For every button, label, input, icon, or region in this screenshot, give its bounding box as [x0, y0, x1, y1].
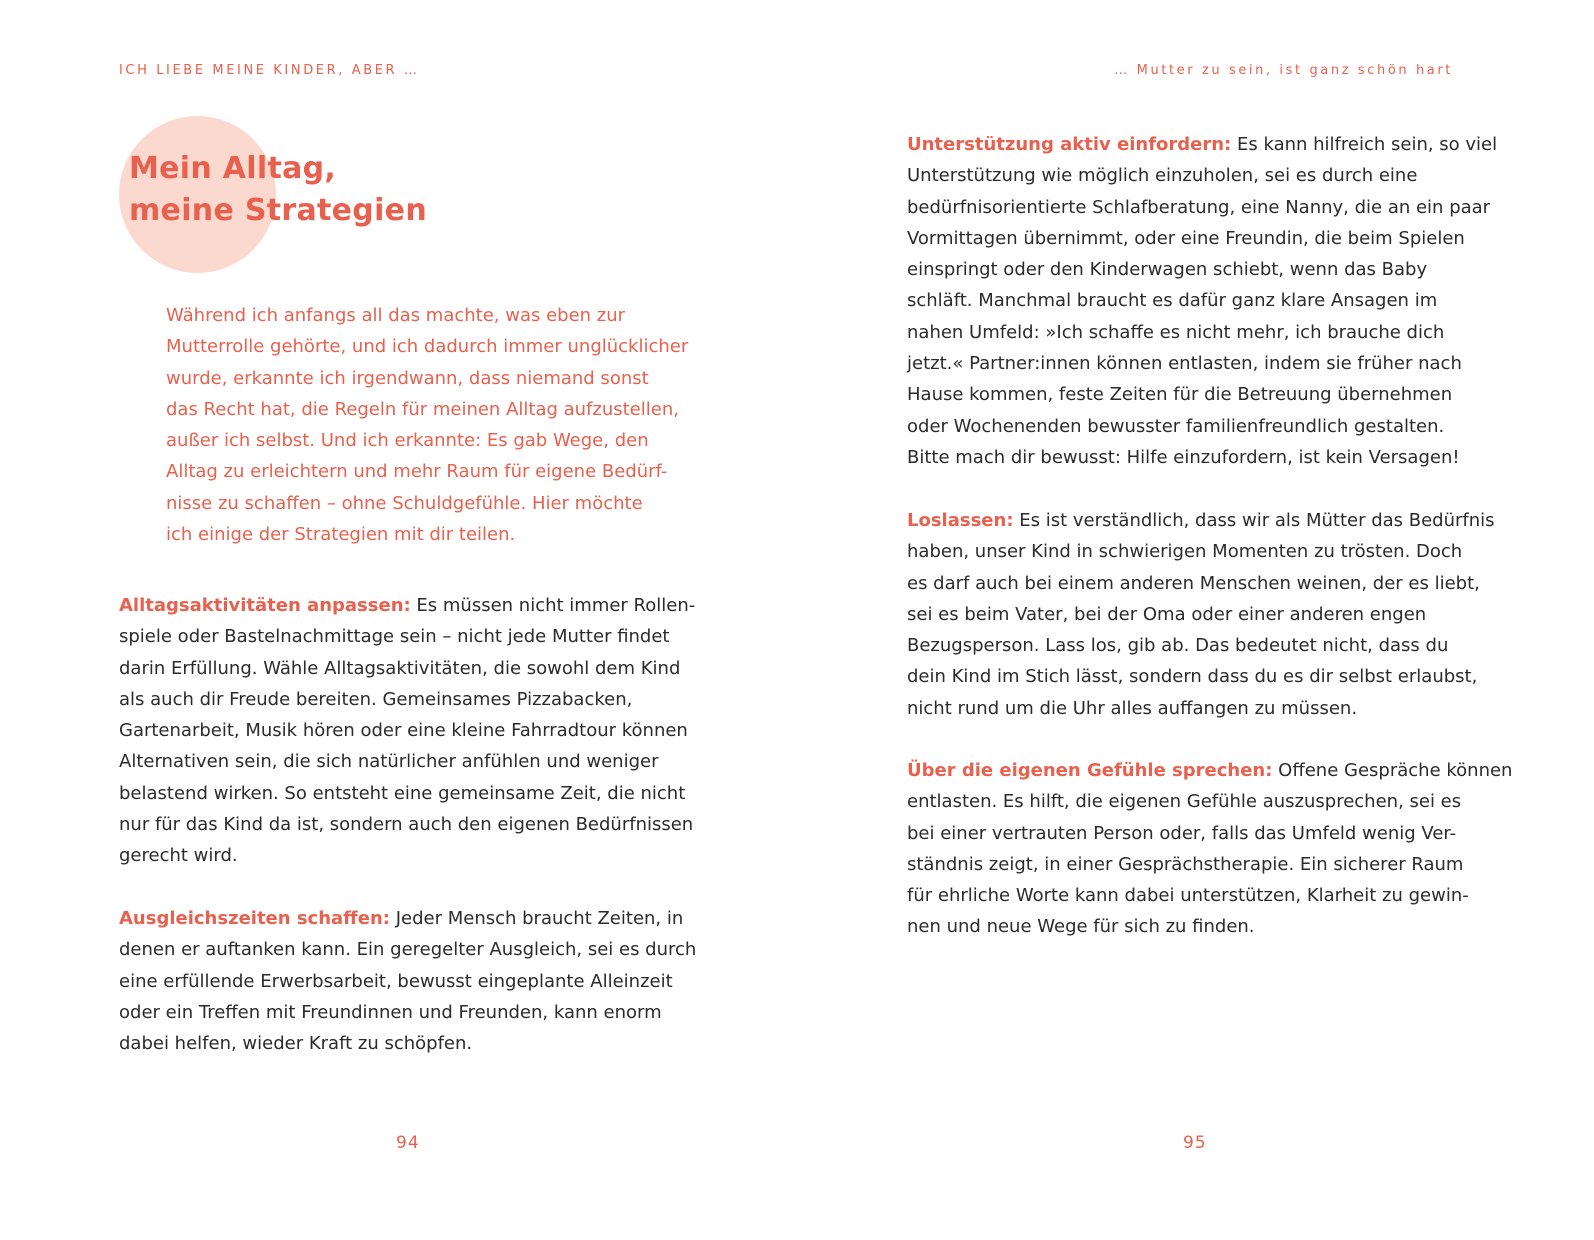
section-lead: Ausgleichszeiten schaffen: — [119, 908, 390, 929]
section-text: Offene Gespräche können — [1272, 760, 1513, 781]
section-line: Alternativen sein, die sich natürlicher anfühlen und weniger — [119, 751, 659, 773]
section-line: für ehrliche Worte kann dabei unterstützen, Klarheit zu gewin- — [907, 885, 1469, 907]
intro-line: wurde, erkannte ich irgendwann, dass niemand sonst — [166, 367, 649, 389]
page-number-right: 95 — [1183, 1133, 1207, 1153]
section-line: als auch dir Freude bereiten. Gemeinsames Pizzabacken, — [119, 688, 633, 710]
section-gefuehle — [907, 755, 1513, 943]
section-first-line — [907, 505, 1497, 536]
intro-line: Während ich anfangs all das machte, was eben zur — [166, 305, 626, 326]
section-line: nahen Umfeld: »Ich schaffe es nicht mehr, ich brauche dich — [907, 321, 1445, 343]
section-line: nen und neue Wege für sich zu finden. — [907, 916, 1255, 938]
section-line: dein Kind im Stich lässt, sondern dass du es dir selbst erlaubst, — [907, 666, 1478, 688]
section-line: gerecht wird. — [119, 845, 238, 867]
section-line: dabei helfen, wieder Kraft zu schöpfen. — [119, 1033, 473, 1055]
intro-line: außer ich selbst. Und ich erkannte: Es gab Wege, den — [166, 430, 649, 452]
section-alltagsaktivitaeten — [119, 590, 699, 872]
section-lead: Alltagsaktivitäten anpassen: — [119, 595, 411, 616]
section-lead: Über die eigenen Gefühle sprechen: — [907, 760, 1273, 781]
section-unterstuetzung — [907, 129, 1497, 473]
section-line: Unterstützung wie möglich einzuholen, sei es durch eine — [907, 165, 1418, 187]
page-number-left: 94 — [396, 1133, 420, 1153]
section-first-line — [907, 755, 1513, 786]
section-line: belastend wirken. So entsteht eine gemeinsame Zeit, die nicht — [119, 782, 686, 804]
section-line: Hause kommen, feste Zeiten für die Betreuung übernehmen — [907, 384, 1453, 406]
intro-line: Mutterrolle gehörte, und ich dadurch immer unglücklicher — [166, 336, 689, 358]
intro-line: das Recht hat, die Regeln für meinen Alltag aufzustellen, — [166, 398, 679, 420]
section-line: bedürfnisorientierte Schlafberatung, eine Nanny, die an ein paar — [907, 196, 1491, 218]
section-line: nur für das Kind da ist, sondern auch den eigenen Bedürfnissen — [119, 814, 694, 836]
section-lead: Unterstützung aktiv einfordern: — [907, 134, 1232, 155]
section-text: Es müssen nicht immer Rollen- — [410, 595, 696, 616]
section-ausgleichszeiten — [119, 903, 699, 1059]
section-line: oder Wochenenden bewusster familienfreundlich gestalten. — [907, 415, 1445, 437]
section-text: Jeder Mensch braucht Zeiten, in — [389, 908, 684, 929]
section-line: Bezugsperson. Lass los, gib ab. Das bedeutet nicht, dass du — [907, 635, 1449, 657]
section-loslassen — [907, 505, 1497, 724]
section-line: denen er auftanken kann. Ein geregelter Ausgleich, sei es durch — [119, 939, 697, 961]
chapter-title-line: Mein Alltag, — [129, 151, 337, 186]
intro-paragraph — [166, 300, 711, 550]
section-line: schläft. Manchmal braucht es dafür ganz klare Ansagen im — [907, 290, 1438, 312]
section-line: Bitte mach dir bewusst: Hilfe einzufordern, ist kein Versagen! — [907, 446, 1460, 468]
section-line: darin Erfüllung. Wähle Alltagsaktivitäten, die sowohl dem Kind — [119, 657, 681, 679]
section-line: ständnis zeigt, in einer Gesprächstherapie. Ein sicherer Raum — [907, 853, 1464, 875]
running-head-right: … Mutter zu sein, ist ganz schön hart — [1114, 63, 1453, 78]
section-line: haben, unser Kind in schwierigen Momenten zu trösten. Doch — [907, 541, 1463, 563]
section-line: nicht rund um die Uhr alles auffangen zu müssen. — [907, 697, 1358, 719]
intro-line: Alltag zu erleichtern und mehr Raum für eigene Bedürf- — [166, 461, 668, 483]
chapter-title-block — [119, 116, 499, 276]
section-lead: Loslassen: — [907, 510, 1014, 531]
section-line: bei einer vertrauten Person oder, falls das Umfeld wenig Ver- — [907, 822, 1457, 844]
section-line: Vormittagen übernimmt, oder eine Freundin, die beim Spielen — [907, 227, 1465, 249]
section-line: einspringt oder den Kinderwagen schiebt, wenn das Baby — [907, 259, 1428, 281]
section-line: entlasten. Es hilft, die eigenen Gefühle auszusprechen, sei es — [907, 791, 1462, 813]
section-line: Gartenarbeit, Musik hören oder eine kleine Fahrradtour können — [119, 720, 688, 742]
intro-line: ich einige der Strategien mit dir teilen. — [166, 524, 516, 546]
right-page — [797, 0, 1594, 1240]
section-first-line — [119, 903, 699, 934]
intro-line: nisse zu schaffen – ohne Schuldgefühle. Hier möchte — [166, 492, 643, 514]
section-line: oder ein Treffen mit Freundinnen und Freunden, kann enorm — [119, 1001, 662, 1023]
section-text: Es ist verständlich, dass wir als Mütter das Bedürfnis — [1013, 510, 1495, 531]
section-line: eine erfüllende Erwerbsarbeit, bewusst eingeplante Alleinzeit — [119, 970, 673, 992]
section-text: Es kann hilfreich sein, so viel — [1231, 134, 1498, 155]
chapter-title — [129, 148, 427, 232]
running-head-left: ICH LIEBE MEINE KINDER, ABER … — [119, 63, 420, 78]
chapter-title-line: meine Strategien — [129, 193, 427, 228]
section-first-line — [907, 129, 1497, 160]
section-line: sei es beim Vater, bei der Oma oder einer anderen engen — [907, 603, 1427, 625]
section-line: spiele oder Bastelnachmittage sein – nicht jede Mutter findet — [119, 626, 670, 648]
section-line: es darf auch bei einem anderen Menschen weinen, der es liebt, — [907, 572, 1480, 594]
section-line: jetzt.« Partner:innen können entlasten, indem sie früher nach — [907, 353, 1462, 375]
section-first-line — [119, 590, 699, 621]
